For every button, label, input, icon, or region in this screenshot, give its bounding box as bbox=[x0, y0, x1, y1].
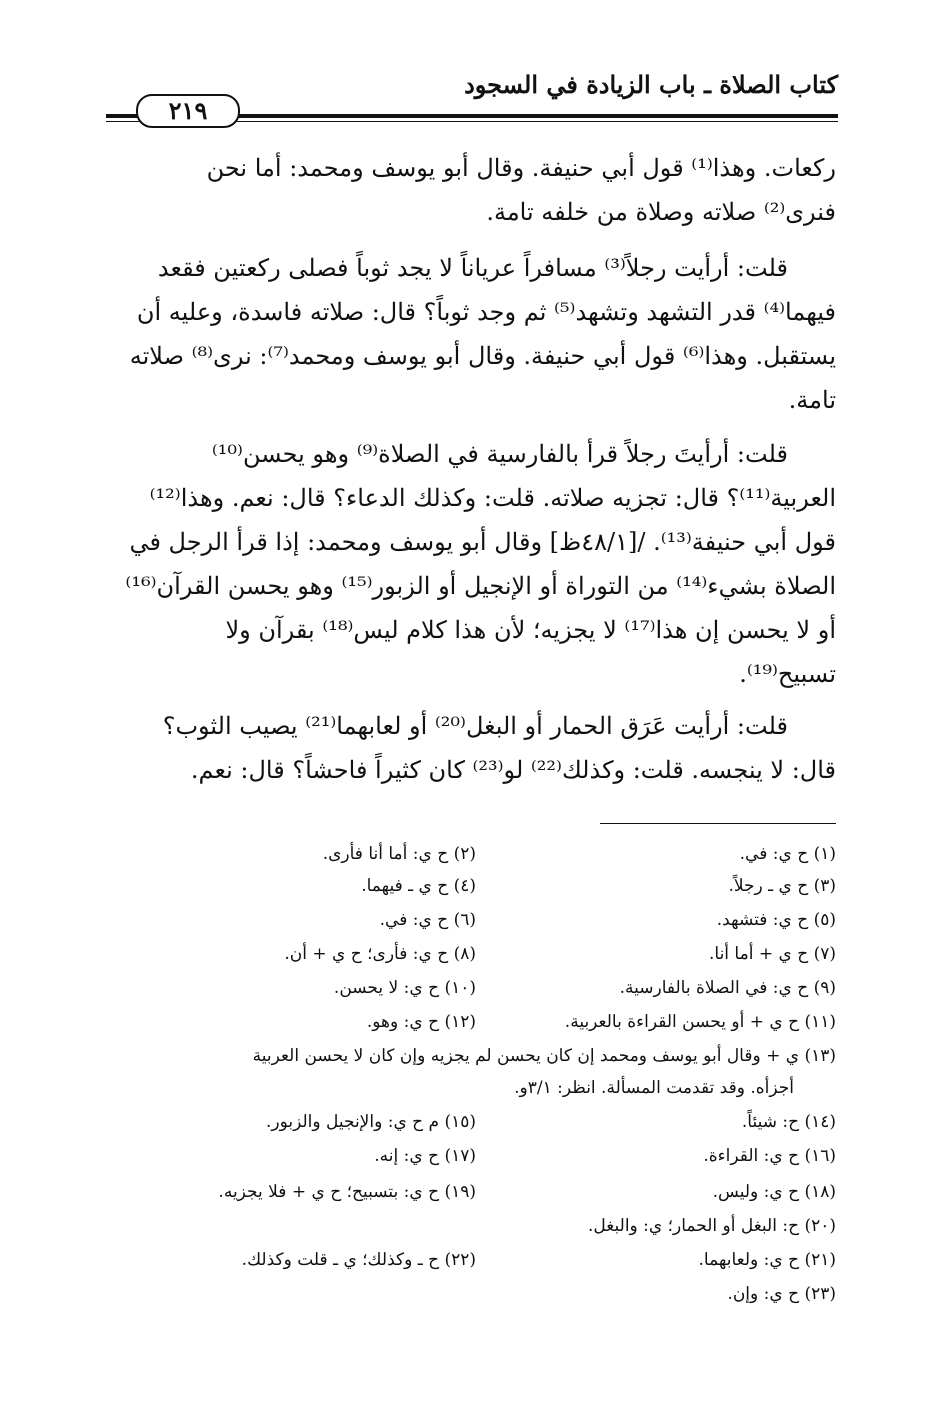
footnote-9: (٩) ح ي: في الصلاة بالفارسية. bbox=[619, 978, 836, 998]
footnote-row bbox=[108, 870, 836, 902]
text-line: قلت: أرأيتَ رجلاً قرأ بالفارسية في الصلاة⁽⁹⁾ وهو يحسن⁽¹⁰⁾ bbox=[211, 440, 788, 468]
text-line: العربية⁽¹¹⁾؟ قال: تجزيه صلاته. قلت: وكذلك الدعاء؟ قال: نعم. وهذا⁽¹²⁾ bbox=[149, 484, 836, 512]
page-number: ٢١٩ bbox=[136, 94, 240, 128]
footnote-20: (٢٠) ح: البغل أو الحمار؛ ي: والبغل. bbox=[588, 1216, 836, 1236]
text-line: تامة. bbox=[788, 386, 836, 414]
footnote-19: (١٩) ح ي: بتسبيح؛ ح ي + فلا يجزيه. bbox=[218, 1182, 476, 1202]
running-header-title: كتاب الصلاة ـ باب الزيادة في السجود bbox=[464, 70, 838, 99]
text-line: قال: لا ينجسه. قلت: وكذلك⁽²²⁾ لو⁽²³⁾ كان كثيراً فاحشاً؟ قال: نعم. bbox=[190, 756, 836, 784]
footnote-23: (٢٣) ح ي: وإن. bbox=[727, 1284, 836, 1304]
footnote-separator bbox=[600, 823, 836, 824]
footnote-18: (١٨) ح ي: وليس. bbox=[712, 1182, 836, 1202]
footnote-row bbox=[108, 1210, 836, 1242]
text-line: تسبيح⁽¹⁹⁾. bbox=[739, 660, 836, 688]
footnote-17: (١٧) ح ي: إنه. bbox=[374, 1146, 476, 1166]
footnote-21: (٢١) ح ي: ولعابهما. bbox=[698, 1250, 836, 1270]
footnote-row bbox=[108, 838, 836, 870]
footnote-row bbox=[108, 904, 836, 936]
footnote-row bbox=[108, 1278, 836, 1310]
text-line: قول أبي حنيفة⁽¹³⁾. /[٤٨/١ظ] وقال أبو يوسف ومحمد: إذا قرأ الرجل في bbox=[129, 528, 836, 556]
footnote-row bbox=[108, 1140, 836, 1172]
text-line: قلت: أرأيت رجلاً⁽³⁾ مسافراً عرياناً لا يجد ثوباً فصلى ركعتين فقعد bbox=[157, 254, 788, 282]
text-line: الصلاة بشيء⁽¹⁴⁾ من التوراة أو الإنجيل أو الزبور⁽¹⁵⁾ وهو يحسن القرآن⁽¹⁶⁾ bbox=[125, 572, 836, 600]
footnote-4: (٤) ح ي ـ فيهما. bbox=[361, 876, 476, 896]
footnote-5: (٥) ح ي: فتشهد. bbox=[716, 910, 836, 930]
footnote-row bbox=[108, 1176, 836, 1208]
footnote-3: (٣) ح ي ـ رجلاً. bbox=[728, 876, 836, 896]
footnote-8: (٨) ح ي: فأرى؛ ح ي + أن. bbox=[284, 944, 476, 964]
footnote-13 bbox=[108, 1040, 836, 1104]
footnote-row bbox=[108, 1244, 836, 1276]
footnote-row bbox=[108, 972, 836, 1004]
footnote-7: (٧) ح ي + أما أنا. bbox=[708, 944, 836, 964]
footnote-14: (١٤) ح: شيئاً. bbox=[741, 1112, 836, 1132]
footnote-22: (٢٢) ح ـ وكذلك؛ ي ـ قلت وكذلك. bbox=[241, 1250, 476, 1270]
footnote-15: (١٥) م ح ي: والإنجيل والزبور. bbox=[265, 1112, 476, 1132]
paragraph-2 bbox=[108, 246, 836, 422]
paragraph-1 bbox=[108, 146, 836, 234]
paragraph-3 bbox=[108, 432, 836, 696]
footnote-16: (١٦) ح ي: القراءة. bbox=[703, 1146, 836, 1166]
text-line: أو لا يحسن إن هذا⁽¹⁷⁾ لا يجزيه؛ لأن هذا كلام ليس⁽¹⁸⁾ بقرآن ولا bbox=[225, 616, 836, 644]
footnote-6: (٦) ح ي: في. bbox=[379, 910, 476, 930]
text-line: فيهما⁽⁴⁾ قدر التشهد وتشهد⁽⁵⁾ ثم وجد ثوباً؟ قال: صلاته فاسدة، وعليه أن bbox=[136, 298, 836, 326]
text-line: ركعات. وهذا⁽¹⁾ قول أبي حنيفة. وقال أبو يوسف ومحمد: أما نحن bbox=[206, 154, 836, 182]
footnote-11: (١١) ح ي + أو يحسن القراءة بالعربية. bbox=[564, 1012, 836, 1032]
text-line: فنرى⁽²⁾ صلاته وصلاة من خلفه تامة. bbox=[486, 198, 836, 226]
text-line: يستقبل. وهذا⁽⁶⁾ قول أبي حنيفة. وقال أبو يوسف ومحمد⁽⁷⁾: نرى⁽⁸⁾ صلاته bbox=[129, 342, 836, 370]
paragraph-4 bbox=[108, 704, 836, 792]
footnote-row bbox=[108, 1006, 836, 1038]
footnote-row bbox=[108, 1106, 836, 1138]
footnote-12: (١٢) ح ي: وهو. bbox=[366, 1012, 476, 1032]
footnote-10: (١٠) ح ي: لا يحسن. bbox=[333, 978, 476, 998]
footnote-1: (١) ح ي: في. bbox=[739, 844, 836, 864]
footnote-13-line-1: (١٣) ي + وقال أبو يوسف ومحمد إن كان يحسن لم يجزيه وإن كان لا يحسن العربية bbox=[252, 1046, 836, 1066]
footnote-2: (٢) ح ي: أما أنا فأرى. bbox=[322, 844, 476, 864]
footnote-13-line-2: أجزأه. وقد تقدمت المسألة. انظر: ٣/١و. bbox=[514, 1078, 794, 1098]
footnote-row bbox=[108, 938, 836, 970]
text-line: قلت: أرأيت عَرَق الحمار أو البغل⁽²⁰⁾ أو لعابهما⁽²¹⁾ يصيب الثوب؟ bbox=[162, 712, 788, 740]
